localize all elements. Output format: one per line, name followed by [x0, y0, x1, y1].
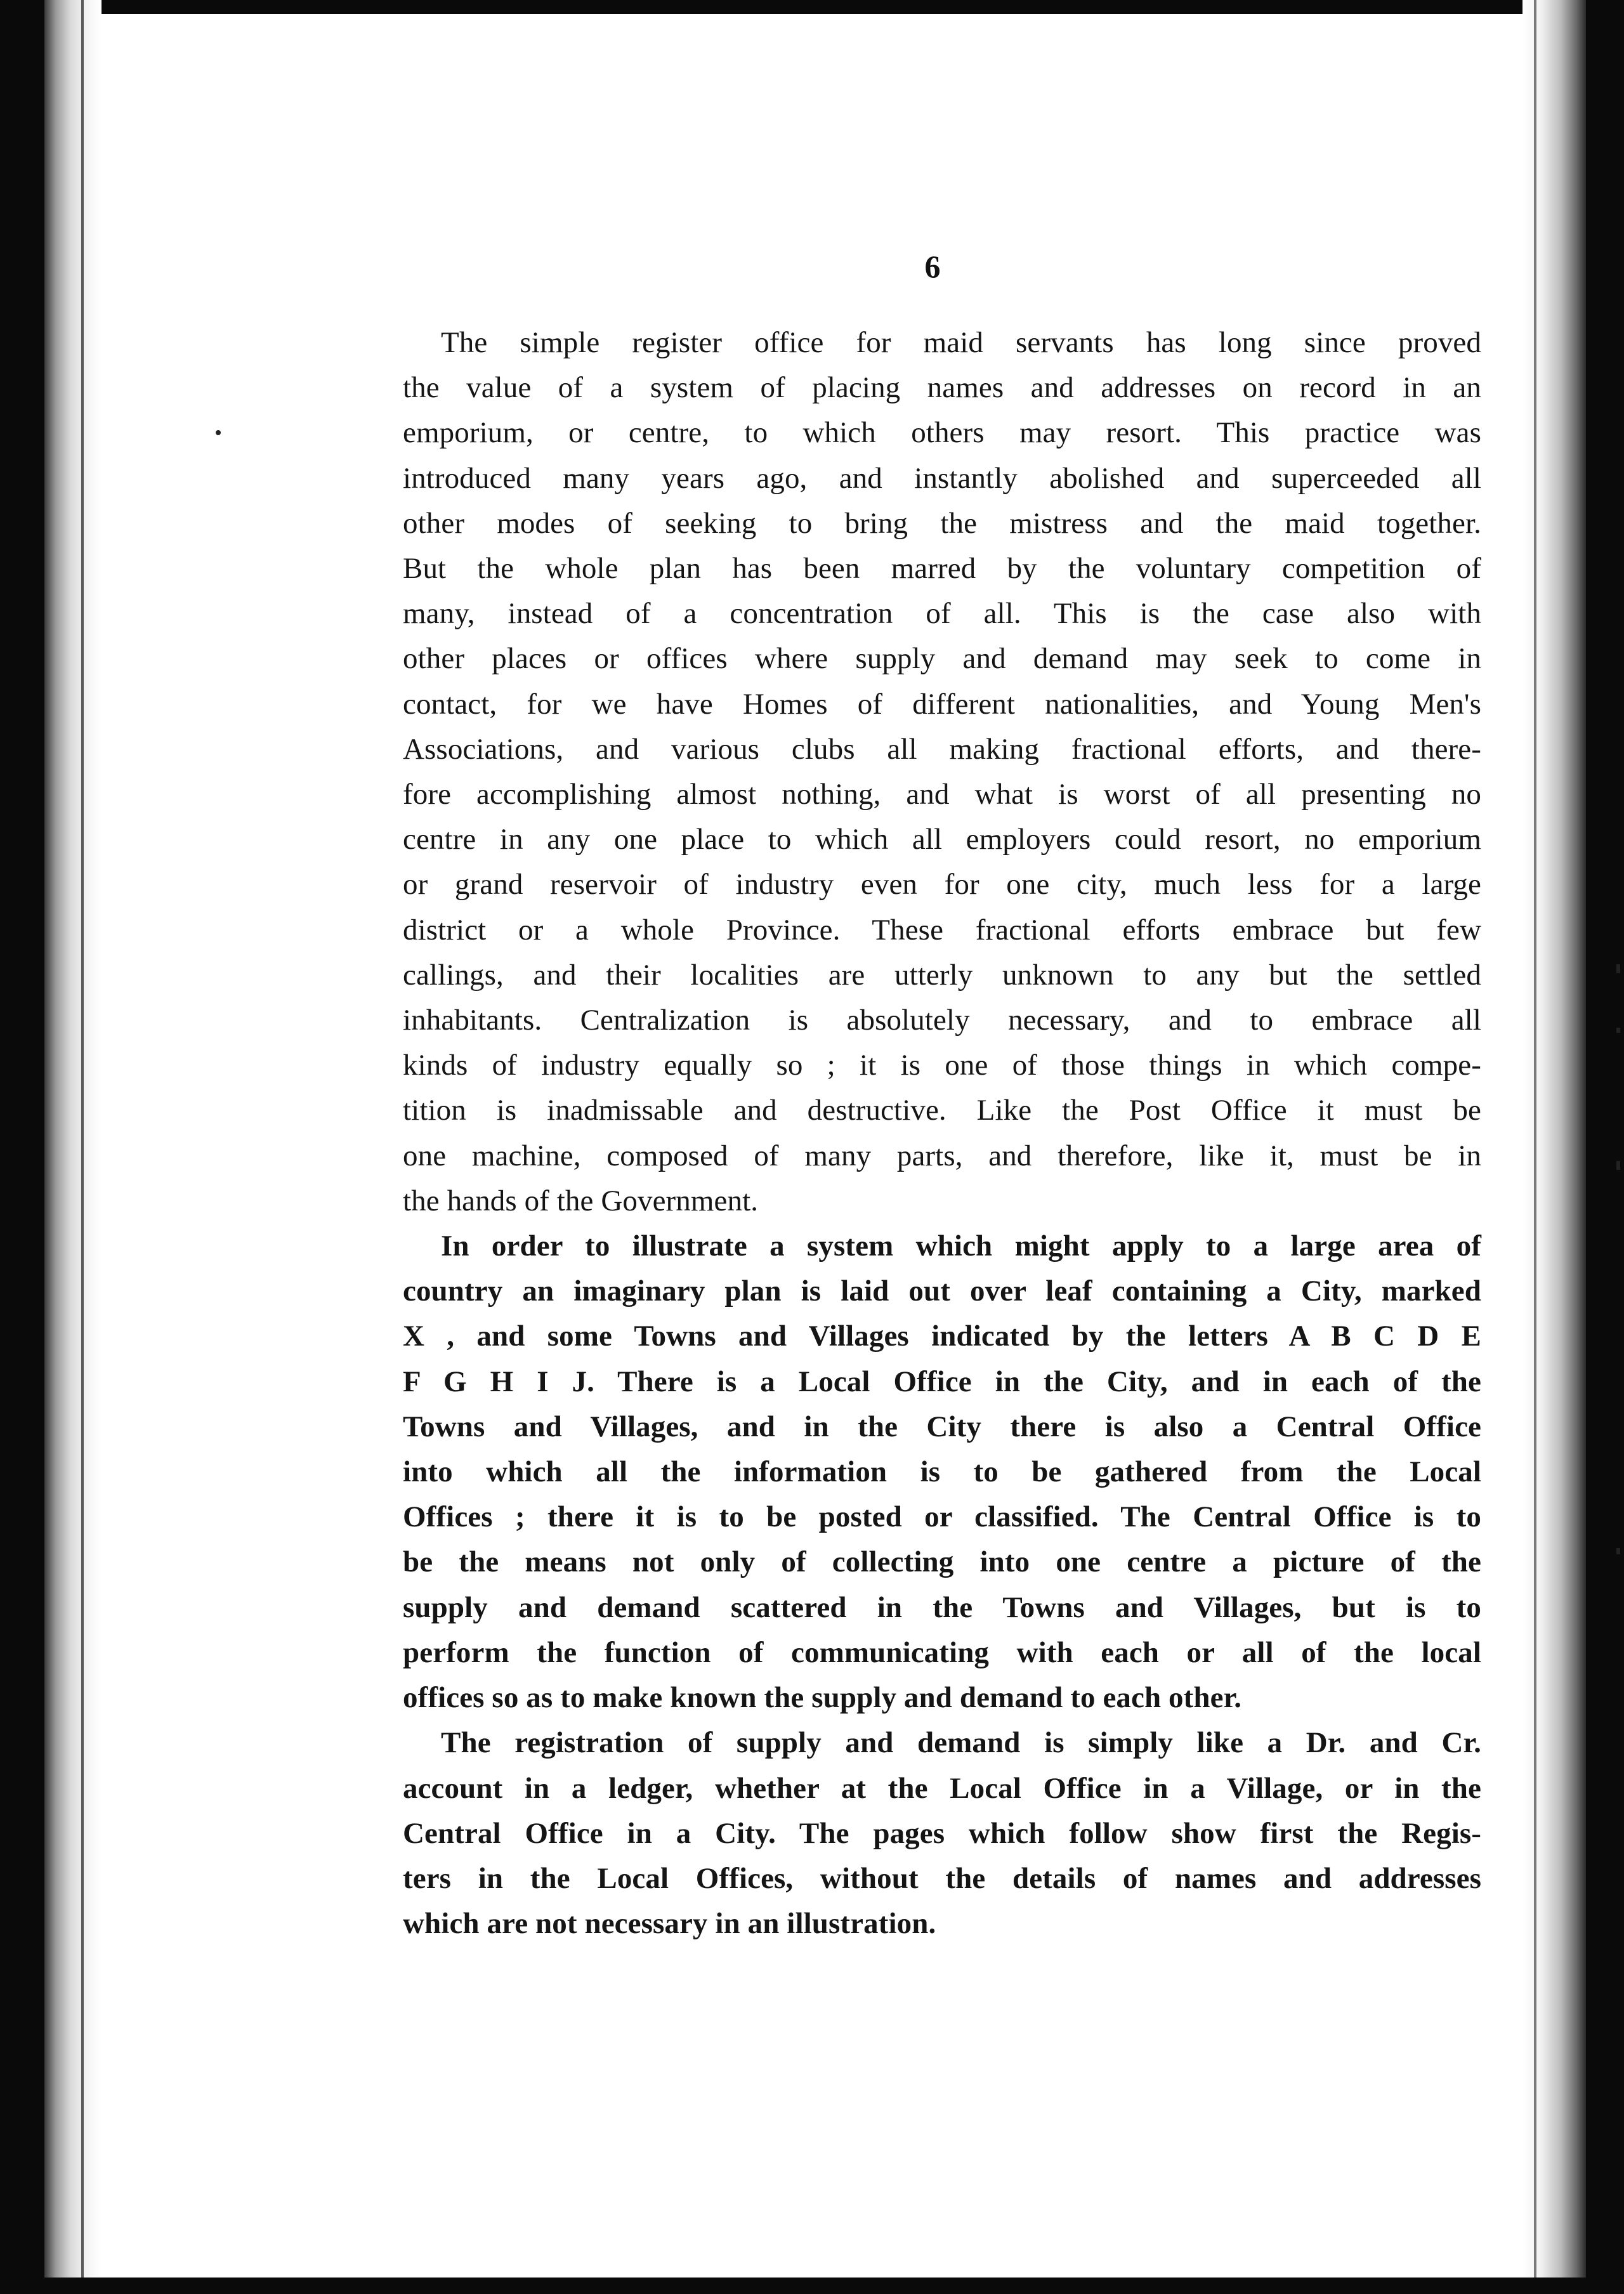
text-line: callings, and their localities are utterly unknown to any but the settled: [403, 958, 1481, 992]
text-line: contact, for we have Homes of different nationalities, and Young Men's: [403, 687, 1481, 721]
page-gutter-line: [81, 0, 84, 2278]
text-line: other places or offices where supply and demand may seek to come in: [403, 642, 1481, 676]
text-line: fore accomplishing almost nothing, and what is worst of all presenting no: [403, 778, 1481, 811]
ink-speck: [1616, 1161, 1620, 1170]
paragraph-2: [403, 1224, 1481, 1720]
body-text: [403, 320, 1481, 1946]
text-line: offices so as to make known the supply and demand to each other.: [403, 1681, 1242, 1715]
text-line: emporium, or centre, to which others may resort. This practice was: [403, 416, 1481, 450]
ink-speck: [1616, 1548, 1620, 1554]
text-line: country an imaginary plan is laid out over leaf containing a City, marked: [403, 1275, 1481, 1308]
page-edge-right-line: [1534, 0, 1536, 2278]
page-number: 6: [924, 249, 941, 284]
paragraph-3: [403, 1720, 1481, 1946]
text-line: introduced many years ago, and instantly abolished and superceeded all: [403, 461, 1481, 495]
scan-border-left: [0, 0, 44, 2294]
text-line: or grand reservoir of industry even for one city, much less for a large: [403, 868, 1481, 901]
text-line: Associations, and various clubs all making fractional efforts, and there-: [403, 732, 1481, 766]
text-line: one machine, composed of many parts, and therefore, like it, must be in: [403, 1139, 1481, 1172]
text-line: account in a ledger, whether at the Local Office in a Village, or in the: [403, 1771, 1481, 1805]
text-line: centre in any one place to which all employers could resort, no emporium: [403, 823, 1481, 856]
text-line: X , and some Towns and Villages indicated by the letters A B C D E: [403, 1320, 1481, 1353]
paragraph-1: [403, 320, 1481, 1224]
text-line: Offices ; there it is to be posted or classified. The Central Office is to: [403, 1500, 1481, 1534]
scan-border-top: [0, 0, 1624, 14]
text-line: kinds of industry equally so ; it is one of those things in which compe-: [403, 1049, 1481, 1082]
text-line: ters in the Local Offices, without the details of names and addresses: [403, 1861, 1481, 1895]
text-line: The simple register office for maid servants has long since proved: [441, 326, 1481, 359]
text-line: into which all the information is to be gathered from the Local: [403, 1455, 1481, 1489]
text-line: F G H I J. There is a Local Office in the City, and in each of the: [403, 1365, 1481, 1398]
ink-speck: [1616, 964, 1620, 973]
text-line: But the whole plan has been marred by the voluntary competition of: [403, 552, 1481, 586]
text-line: Towns and Villages, and in the City there is also a Central Office: [403, 1410, 1481, 1443]
text-line: supply and demand scattered in the Towns and Villages, but is to: [403, 1590, 1481, 1624]
page-edge-right: [1522, 0, 1586, 2278]
text-line: tition is inadmissable and destructive. Like the Post Office it must be: [403, 1094, 1481, 1127]
text-line: The registration of supply and demand is simply like a Dr. and Cr.: [441, 1726, 1481, 1760]
text-line: the value of a system of placing names and addresses on record in an: [403, 371, 1481, 405]
text-line: perform the function of communicating with each or all of the local: [403, 1635, 1481, 1669]
ink-speck: [216, 430, 221, 435]
ink-speck: [1616, 1028, 1620, 1033]
page-gutter: [44, 0, 102, 2278]
text-line: which are not necessary in an illustration.: [403, 1907, 936, 1941]
text-line: the hands of the Government.: [403, 1184, 759, 1217]
text-line: other modes of seeking to bring the mistress and the maid together.: [403, 506, 1481, 540]
text-line: In order to illustrate a system which might apply to a large area of: [441, 1229, 1481, 1263]
scan-border-bottom: [0, 2278, 1624, 2294]
text-line: Central Office in a City. The pages which follow show first the Regis-: [403, 1816, 1481, 1850]
text-line: district or a whole Province. These fractional efforts embrace but few: [403, 913, 1481, 947]
text-line: inhabitants. Centralization is absolutely necessary, and to embrace all: [403, 1004, 1481, 1037]
text-line: many, instead of a concentration of all. This is the case also with: [403, 597, 1481, 631]
scan-border-right: [1586, 0, 1624, 2294]
text-line: be the means not only of collecting into one centre a picture of the: [403, 1545, 1481, 1579]
